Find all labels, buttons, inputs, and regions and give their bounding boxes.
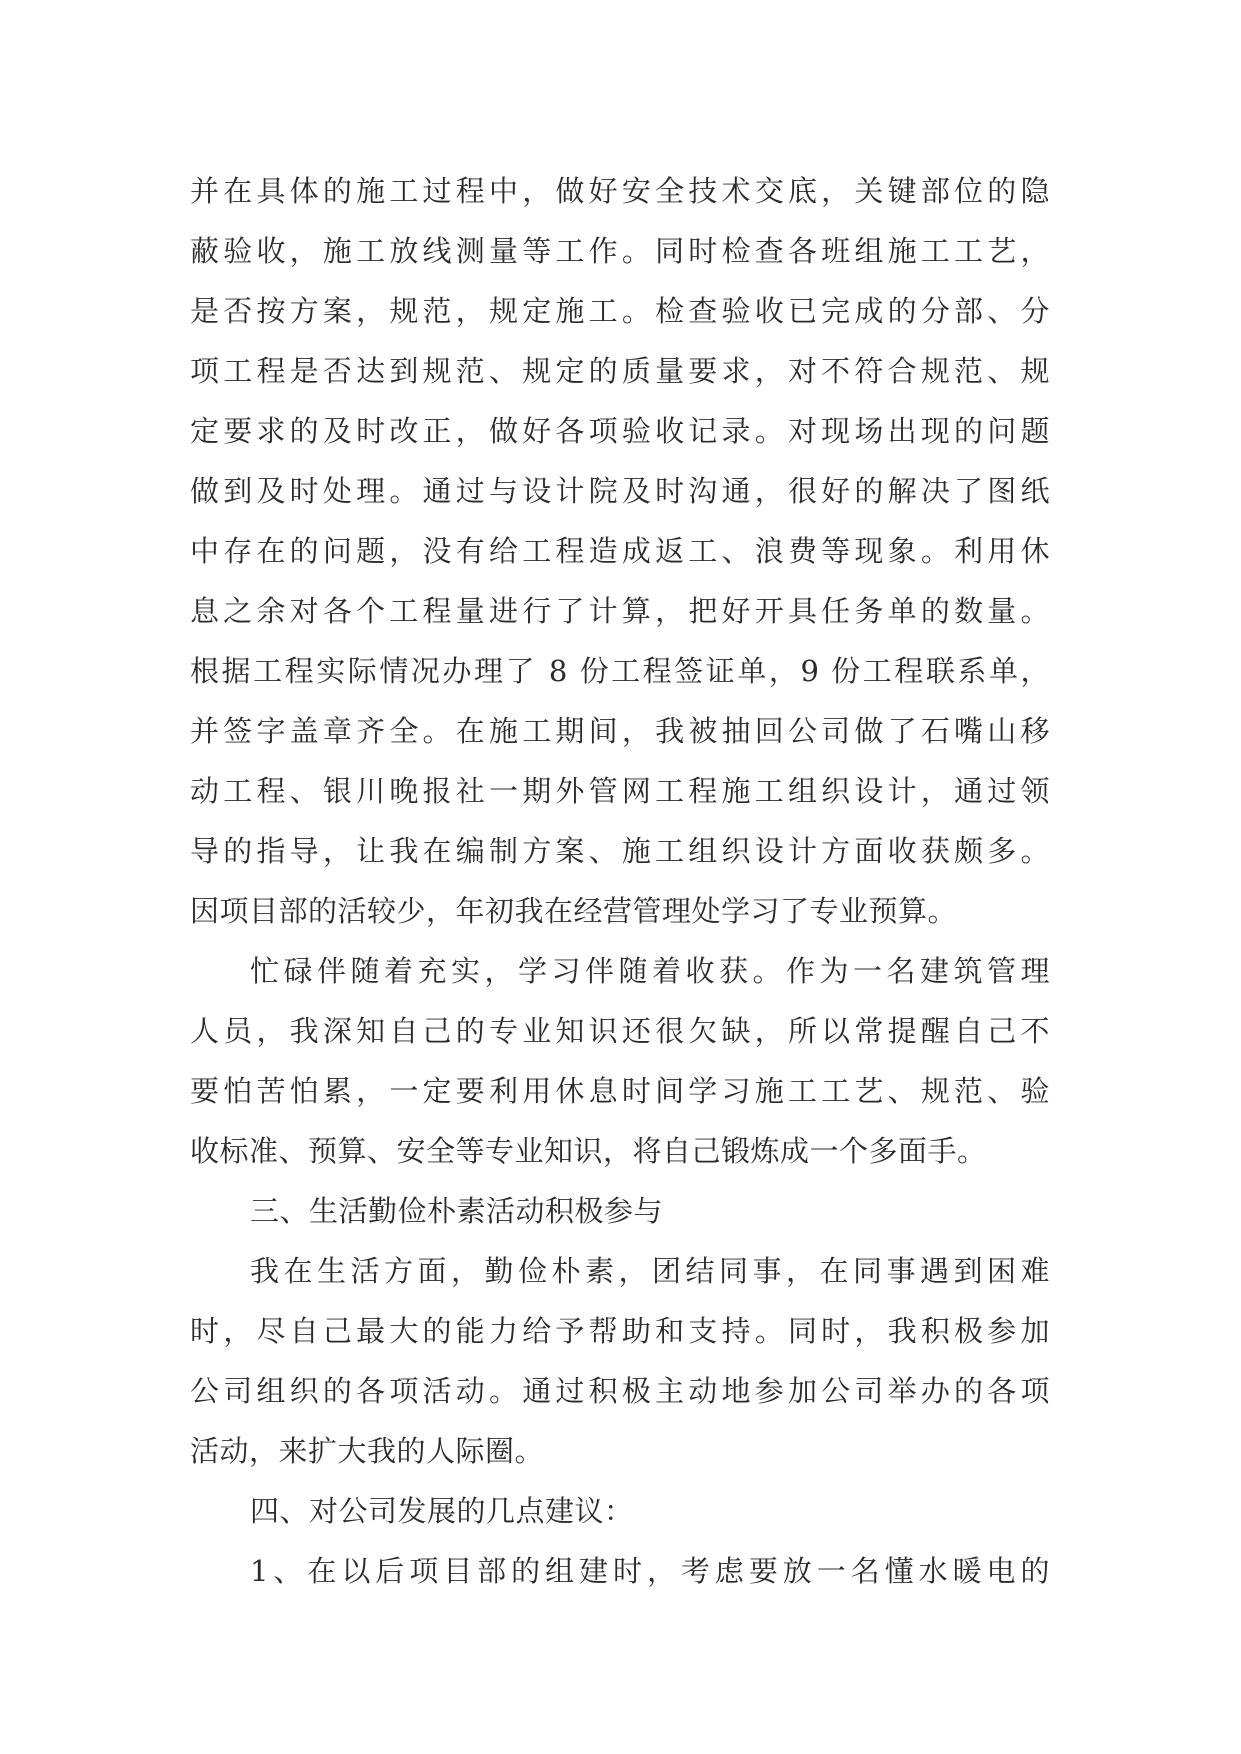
section-heading: 三、生活勤俭朴素活动积极参与	[250, 1194, 664, 1228]
text-line: 项工程是否达到规范、规定的质量要求，对不符合规范、规	[190, 354, 1050, 388]
text-line: 是否按方案，规范，规定施工。检查验收已完成的分部、分	[190, 294, 1050, 328]
list-item: 1、在以后项目部的组建时，考虑要放一名懂水暖电的	[250, 1554, 1050, 1588]
text-line: 蔽验收，施工放线测量等工作。同时检查各班组施工工艺，	[190, 234, 1050, 268]
section-heading: 四、对公司发展的几点建议：	[250, 1494, 634, 1528]
text-line: 要怕苦怕累，一定要利用休息时间学习施工工艺、规范、验	[190, 1074, 1050, 1108]
text-line: 活动，来扩大我的人际圈。	[190, 1434, 545, 1468]
text-line: 息之余对各个工程量进行了计算，把好开具任务单的数量。	[190, 594, 1050, 628]
text-line: 并签字盖章齐全。在施工期间，我被抽回公司做了石嘴山移	[190, 714, 1050, 748]
text-line: 根据工程实际情况办理了 8 份工程签证单，9 份工程联系单，	[190, 654, 1050, 688]
text-line: 动工程、银川晚报社一期外管网工程施工组织设计，通过领	[190, 774, 1050, 808]
text-line: 因项目部的活较少，年初我在经营管理处学习了专业预算。	[190, 894, 958, 928]
text-line: 公司组织的各项活动。通过积极主动地参加公司举办的各项	[190, 1374, 1050, 1408]
text-line: 中存在的问题，没有给工程造成返工、浪费等现象。利用休	[190, 534, 1050, 568]
text-line: 导的指导，让我在编制方案、施工组织设计方面收获颇多。	[190, 834, 1050, 868]
text-line: 定要求的及时改正，做好各项验收记录。对现场出现的问题	[190, 414, 1050, 448]
paragraph-first-line: 忙碌伴随着充实，学习伴随着收获。作为一名建筑管理	[250, 954, 1050, 988]
document-body	[190, 161, 1050, 1601]
text-line: 做到及时处理。通过与设计院及时沟通，很好的解决了图纸	[190, 474, 1050, 508]
text-line: 并在具体的施工过程中，做好安全技术交底，关键部位的隐	[190, 174, 1050, 208]
paragraph-first-line: 我在生活方面，勤俭朴素，团结同事，在同事遇到困难	[250, 1254, 1050, 1288]
text-line: 人员，我深知自己的专业知识还很欠缺，所以常提醒自己不	[190, 1014, 1050, 1048]
text-line: 收标准、预算、安全等专业知识，将自己锻炼成一个多面手。	[190, 1134, 987, 1168]
text-line: 时，尽自己最大的能力给予帮助和支持。同时，我积极参加	[190, 1314, 1050, 1348]
